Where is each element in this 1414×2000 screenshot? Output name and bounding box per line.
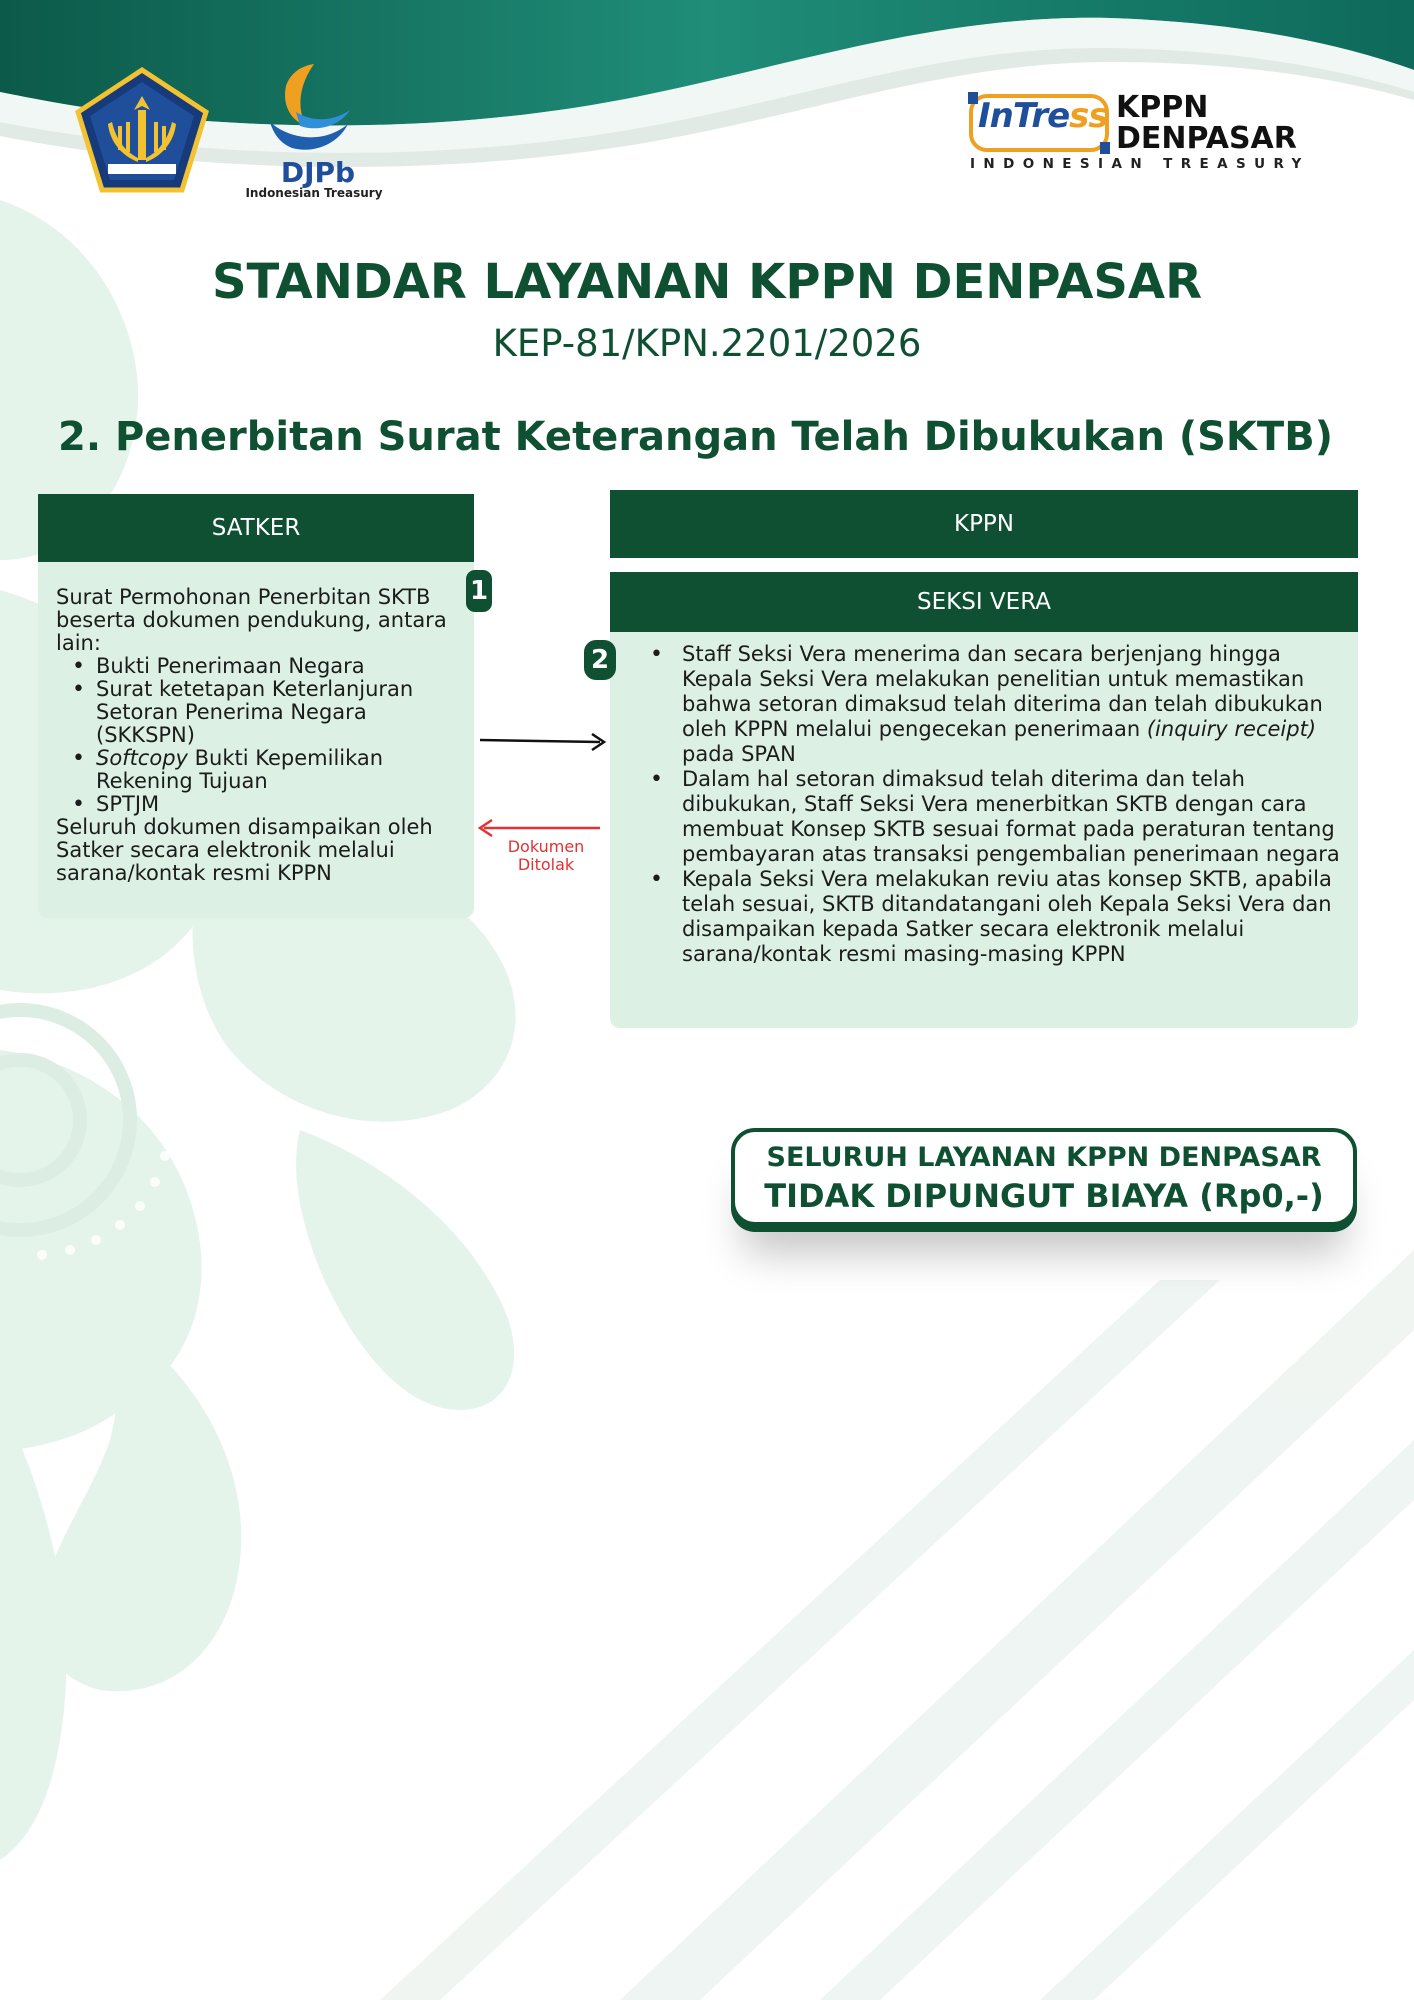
forward-arrow xyxy=(480,734,604,750)
page-title: STANDAR LAYANAN KPPN DENPASAR xyxy=(211,254,1203,310)
section-title: 2. Penerbitan Surat Keterangan Telah Dibukukan (SKTB) xyxy=(58,414,1333,460)
step-badge-1: 1 xyxy=(466,570,492,612)
kppn-brand-line2: DENPASAR xyxy=(1116,121,1297,156)
seksi-vera-header: SEKSI VERA xyxy=(610,572,1358,632)
seksi-vera-step-list xyxy=(636,642,1340,967)
reject-arrow xyxy=(480,820,600,836)
djpb-swoosh-icon xyxy=(260,60,356,156)
djpb-logo xyxy=(244,60,384,206)
list-item: • Softcopy Bukti Kepemilikan Rekening Tujuan xyxy=(56,747,460,793)
list-item: • Bukti Penerimaan Negara xyxy=(56,655,460,678)
list-item: • Surat ketetapan Keterlanjuran Setoran Penerima Negara (SKKSPN) xyxy=(56,678,460,747)
kemenkeu-logo xyxy=(72,66,212,196)
satker-intro: Surat Permohonan Penerbitan SKTB beserta dokumen pendukung, antara lain: xyxy=(56,585,447,655)
djpb-name: DJPb xyxy=(280,156,356,189)
step-badge-2: 2 xyxy=(584,640,616,680)
decree-number: KEP-81/KPN.2201/2026 xyxy=(492,322,922,365)
list-item: • SPTJM xyxy=(56,793,460,816)
flow-arrows xyxy=(470,720,620,840)
satker-panel xyxy=(38,562,474,918)
satker-header: SATKER xyxy=(38,494,474,562)
satker-document-list xyxy=(56,655,460,816)
free-service-note xyxy=(731,1128,1357,1226)
djpb-subtitle: Indonesian Treasury xyxy=(245,186,383,200)
free-note-line2: TIDAK DIPUNGUT BIAYA (Rp0,-) xyxy=(764,1177,1324,1215)
free-note-line1: SELURUH LAYANAN KPPN DENPASAR xyxy=(766,1142,1322,1173)
reject-label: Dokumen Ditolak xyxy=(507,837,585,874)
kemenkeu-emblem-icon xyxy=(72,66,212,196)
treasury-tagline: INDONESIAN TREASURY xyxy=(970,156,1310,172)
kppn-header: KPPN xyxy=(610,490,1358,558)
intress-wordmark: InTress xyxy=(978,96,1108,136)
list-item: • Staff Seksi Vera menerima dan secara berjenjang hingga Kepala Seksi Vera melakukan penelitian untuk memastikan bahwa setoran dimaksud telah diterima dan telah dibukukan oleh KPPN melalui pengecekan penerimaan (inquiry receipt) pada SPAN xyxy=(636,642,1340,767)
kppn-brand-line1: KPPN xyxy=(1116,90,1209,125)
kppn-brand xyxy=(1116,92,1336,154)
list-item: • Kepala Seksi Vera melakukan reviu atas konsep SKTB, apabila telah sesuai, SKTB ditandatangani oleh Kepala Seksi Vera dan disampaikan kepada Satker secara elektronik melalui sarana/kontak resmi masing-masing KPPN xyxy=(636,867,1340,967)
seksi-vera-panel xyxy=(610,632,1358,1028)
satker-closing: Seluruh dokumen disampaikan oleh Satker secara elektronik melalui sarana/kontak resmi KPPN xyxy=(56,815,433,885)
intress-logo xyxy=(968,90,1110,156)
list-item: • Dalam hal setoran dimaksud telah diterima dan telah dibukukan, Staff Seksi Vera menerbitkan SKTB dengan cara membuat Konsep SKTB sesuai format pada peraturan tentang pembayaran atas transaksi pengembalian penerimaan negara xyxy=(636,767,1340,867)
